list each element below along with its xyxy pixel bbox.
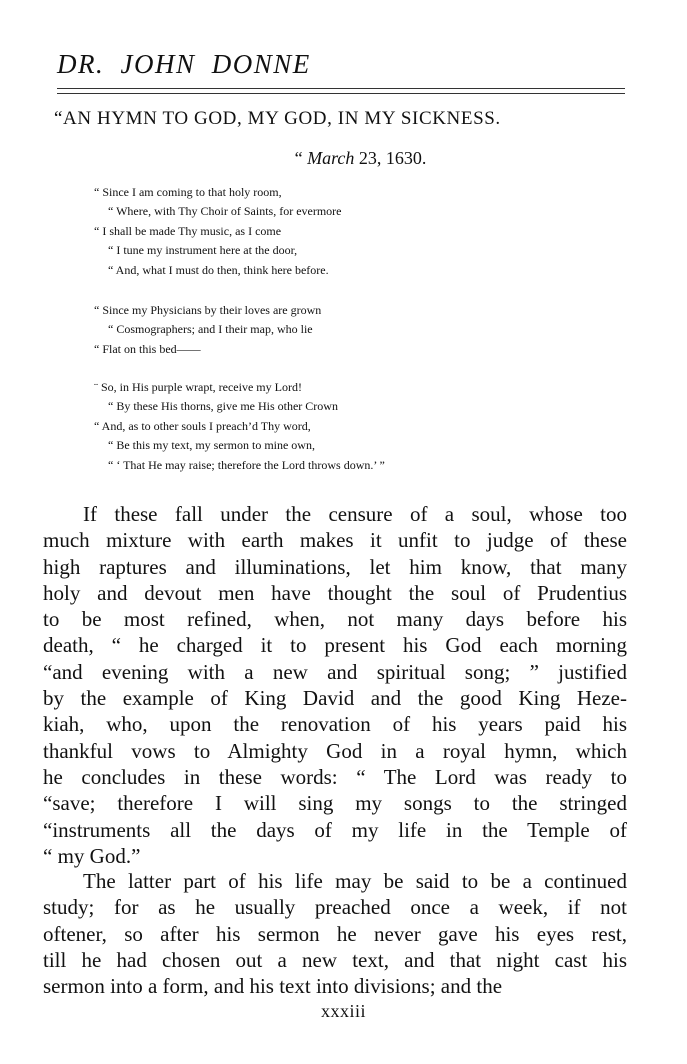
verse-line: “ Flat on this bed—— [94,341,201,356]
prose-line: “ my God.” [43,843,141,868]
verse-line: “ I tune my instrument here at the door, [108,243,298,258]
verse-line: “ Since my Physicians by their loves are grown [94,303,322,317]
header-rule-bottom [57,93,625,94]
verse-line: “ ‘ That He may raise; therefore the Lord throws down.’ ” [108,457,385,472]
verse-line: “ And, as to other souls I preach’d Thy word, [94,418,311,433]
prose-paragraph-1 [43,501,627,869]
prose-line: kiah, who, upon the renovation of his years paid his [43,712,627,737]
verse-line: “ I shall be made Thy music, as I come [94,223,282,238]
prose-line: If these fall under the censure of a soul, whose too [83,502,627,526]
prose-line: sermon into a form, and his text into divisions; and the [43,974,503,999]
prose-line: by the example of King David and the good King Heze- [43,686,627,711]
prose-line: “and evening with a new and spiritual song; ” justified [43,659,627,684]
prose-line: “save; therefore I will sing my songs to the stringed [43,791,627,816]
header-rule-top [57,88,625,89]
prose-line: oftener, so after his sermon he never gave his eyes rest, [43,921,627,946]
prose-line: death, “ he charged it to present his God each morning [43,633,627,658]
poem-date-rest: 23, 1630. [354,148,427,168]
prose-line: he concludes in these words: “ The Lord was ready to [43,764,627,789]
verse-line: “ By these His thorns, give me His other Crown [108,399,338,414]
stanza-2 [0,301,687,359]
prose-line: The latter part of his life may be said to be a continued [83,869,627,893]
poem-date [0,146,687,170]
prose-line: much mixture with earth makes it unfit to judge of these [43,528,627,553]
verse-line: “ Since I am coming to that holy room, [94,185,282,199]
poem-date-prefix: “ [294,148,308,168]
prose-line: till he had chosen out a new text, and that night cast his [43,947,627,972]
verse-line: ¨ So, in His purple wrapt, receive my Lord! [94,380,302,394]
prose-line: to be most refined, when, not many days before his [43,607,627,632]
verse-line: “ Where, with Thy Choir of Saints, for evermore [108,204,342,219]
poem-title: “AN HYMN TO GOD, MY GOD, IN MY SICKNESS. [54,108,501,129]
prose-line: study; for as he usually preached once a week, if not [43,895,627,920]
stanza-1 [0,183,687,280]
verse-line: “ And, what I must do then, think here before. [108,262,329,277]
verse-line: “ Cosmographers; and I their map, who lie [108,322,313,337]
running-head: DR. JOHN DONNE [57,49,311,79]
page-number: xxxiii [320,1001,366,1021]
prose-line: “instruments all the days of my life in the Temple of [43,817,627,842]
verse-line: “ Be this my text, my sermon to mine own, [108,438,315,453]
prose-line: holy and devout men have thought the soul of Prudentius [43,580,627,605]
prose-line: high raptures and illuminations, let him know, that many [43,554,627,579]
stanza-3 [0,378,687,475]
prose-line: thankful vows to Almighty God in a royal hymn, which [43,738,627,763]
poem-date-month: March [307,148,355,168]
prose-paragraph-2 [43,868,627,999]
